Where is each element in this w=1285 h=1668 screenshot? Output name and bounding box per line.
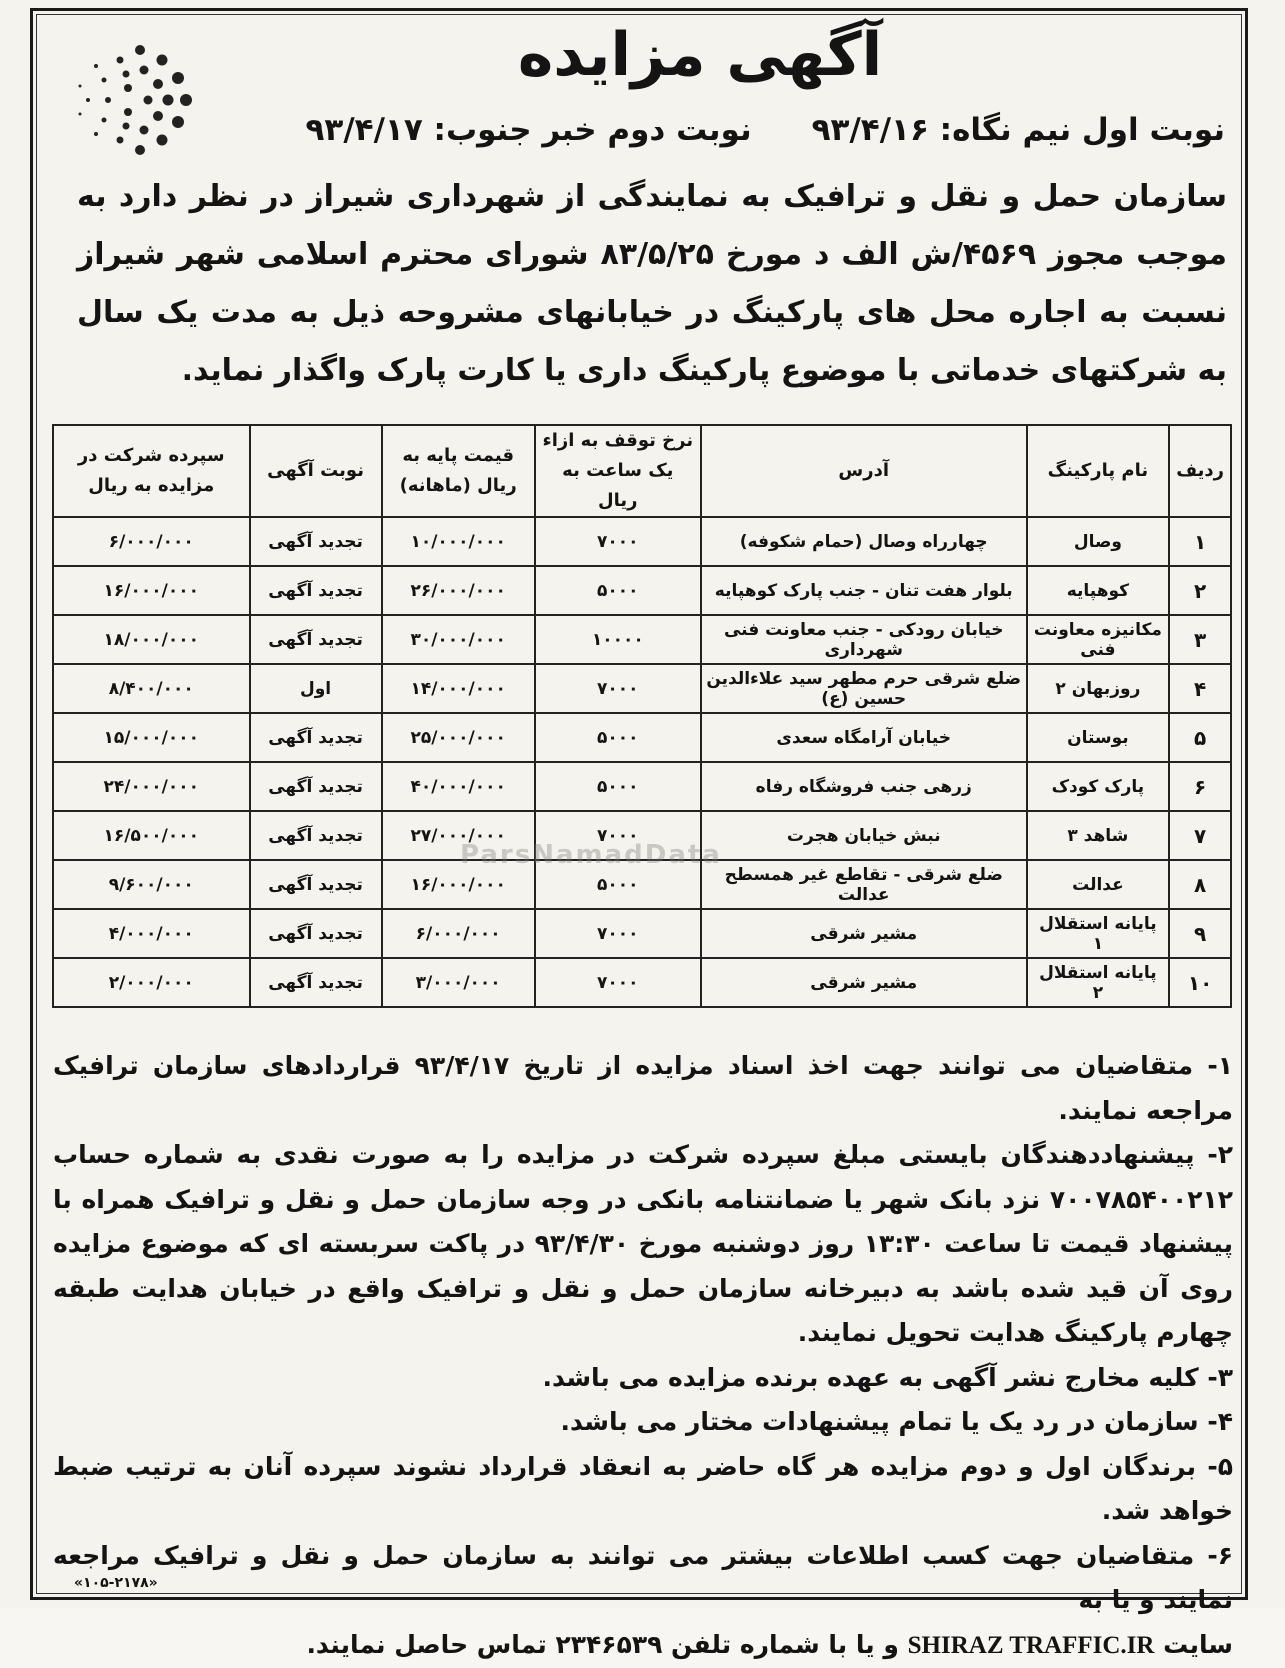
table-row	[53, 664, 1231, 713]
header-deposit: سپرده شرکت در مزایده به ریال	[53, 425, 250, 517]
cell-parking-name: وصال	[1027, 517, 1170, 566]
cell-row-number: ۲	[1169, 566, 1231, 615]
closing-line	[53, 1623, 1233, 1668]
cell-hourly-rate: ۵۰۰۰	[535, 860, 701, 909]
cell-row-number: ۷	[1169, 811, 1231, 860]
cell-row-number: ۹	[1169, 909, 1231, 958]
table-row	[53, 762, 1231, 811]
cell-row-number: ۸	[1169, 860, 1231, 909]
cell-address: مشیر شرقی	[701, 958, 1027, 1007]
term-item: ۴- سازمان در رد یک یا تمام پیشنهادات مختار می باشد.	[53, 1400, 1233, 1445]
table-row	[53, 909, 1231, 958]
table-row	[53, 615, 1231, 664]
cell-parking-name: بوستان	[1027, 713, 1170, 762]
website-link[interactable]: SHIRAZ TRAFFIC.IR	[908, 1632, 1155, 1659]
cell-deposit: ۴/۰۰۰/۰۰۰	[53, 909, 250, 958]
cell-ad-round: تجدید آگهی	[250, 958, 382, 1007]
header-row-number: ردیف	[1169, 425, 1231, 517]
cell-base-price: ۲۶/۰۰۰/۰۰۰	[382, 566, 535, 615]
cell-ad-round: تجدید آگهی	[250, 860, 382, 909]
cell-deposit: ۸/۴۰۰/۰۰۰	[53, 664, 250, 713]
cell-hourly-rate: ۷۰۰۰	[535, 958, 701, 1007]
header-base-price: قیمت پایه به ریال (ماهانه)	[382, 425, 535, 517]
cell-row-number: ۶	[1169, 762, 1231, 811]
closing-suffix: و یا با شماره تلفن ۲۳۴۶۵۳۹ تماس حاصل نمایند.	[306, 1630, 898, 1659]
cell-row-number: ۵	[1169, 713, 1231, 762]
cell-address: خیابان رودکی - جنب معاونت فنی شهرداری	[701, 615, 1027, 664]
table-row	[53, 517, 1231, 566]
cell-hourly-rate: ۵۰۰۰	[535, 713, 701, 762]
cell-address: مشیر شرقی	[701, 909, 1027, 958]
cell-deposit: ۲/۰۰۰/۰۰۰	[53, 958, 250, 1007]
cell-parking-name: عدالت	[1027, 860, 1170, 909]
cell-parking-name: کوهپایه	[1027, 566, 1170, 615]
cell-base-price: ۶/۰۰۰/۰۰۰	[382, 909, 535, 958]
cell-address: ضلع شرقی - تقاطع غیر همسطح عدالت	[701, 860, 1027, 909]
cell-deposit: ۲۴/۰۰۰/۰۰۰	[53, 762, 250, 811]
cell-base-price: ۴۰/۰۰۰/۰۰۰	[382, 762, 535, 811]
publication-runs	[225, 108, 1225, 152]
cell-hourly-rate: ۷۰۰۰	[535, 909, 701, 958]
cell-hourly-rate: ۷۰۰۰	[535, 664, 701, 713]
terms-list	[53, 1044, 1233, 1668]
cell-base-price: ۲۷/۰۰۰/۰۰۰	[382, 811, 535, 860]
cell-address: ضلع شرقی حرم مطهر سید علاءالدین حسین (ع)	[701, 664, 1027, 713]
header-parking-name: نام پارکینگ	[1027, 425, 1170, 517]
cell-ad-round: تجدید آگهی	[250, 909, 382, 958]
cell-base-price: ۱۶/۰۰۰/۰۰۰	[382, 860, 535, 909]
cell-parking-name: شاهد ۳	[1027, 811, 1170, 860]
cell-row-number: ۳	[1169, 615, 1231, 664]
cell-parking-name: پایانه استقلال ۲	[1027, 958, 1170, 1007]
term-item: ۶- متقاضیان جهت کسب اطلاعات بیشتر می توانند به سازمان حمل و نقل و ترافیک مراجعه نمایند و یا به	[53, 1534, 1233, 1623]
second-run-label: نوبت دوم خبر جنوب: ۹۳/۴/۱۷	[306, 108, 752, 152]
cell-deposit: ۱۶/۰۰۰/۰۰۰	[53, 566, 250, 615]
cell-ad-round: تجدید آگهی	[250, 615, 382, 664]
watermark-text: ParsNamadData	[460, 840, 760, 870]
cell-hourly-rate: ۵۰۰۰	[535, 762, 701, 811]
table-row	[53, 713, 1231, 762]
table-header-row	[53, 425, 1231, 517]
intro-paragraph: سازمان حمل و نقل و ترافیک به نمایندگی از شهرداری شیراز در نظر دارد به موجب مجوز ۴۵۶۹/ش الف د مورخ ۸۳/۵/۲۵ شورای محترم اسلامی شهر شیراز نسبت به اجاره محل های پارکینگ در خیابانهای مشروحه ذیل به مدت یک سال به شرکتهای خدماتی با موضوع پارکینگ داری یا کارت پارک واگذار نماید.	[77, 168, 1227, 400]
cell-base-price: ۳۰/۰۰۰/۰۰۰	[382, 615, 535, 664]
cell-hourly-rate: ۵۰۰۰	[535, 566, 701, 615]
cell-deposit: ۹/۶۰۰/۰۰۰	[53, 860, 250, 909]
table-row	[53, 958, 1231, 1007]
cell-address: زرهی جنب فروشگاه رفاه	[701, 762, 1027, 811]
cell-ad-round: تجدید آگهی	[250, 762, 382, 811]
cell-row-number: ۴	[1169, 664, 1231, 713]
cell-deposit: ۶/۰۰۰/۰۰۰	[53, 517, 250, 566]
cell-address: نبش خیابان هجرت	[701, 811, 1027, 860]
term-item: ۲- پیشنهاددهندگان بایستی مبلغ سپرده شرکت در مزایده را به صورت نقدی به شماره حساب ۷۰۰۷۸۵۴۰۰۲۱۲ نزد بانک شهر یا ضمانتنامه بانکی در وجه سازمان حمل و نقل و ترافیک همراه با پیشنهاد قیمت تا ساعت ۱۳:۳۰ روز دوشنبه مورخ ۹۳/۴/۳۰ در پاکت سربسته ای که موضوع مزایده روی آن قید شده باشد به دبیرخانه سازمان حمل و نقل و ترافیک واقع در خیابان هدایت طبقه چهارم پارکینگ هدایت تحویل نمایند.	[53, 1133, 1233, 1356]
cell-row-number: ۱۰	[1169, 958, 1231, 1007]
cell-hourly-rate: ۷۰۰۰	[535, 517, 701, 566]
cell-hourly-rate: ۱۰۰۰۰	[535, 615, 701, 664]
cell-base-price: ۱۰/۰۰۰/۰۰۰	[382, 517, 535, 566]
cell-parking-name: پایانه استقلال ۱	[1027, 909, 1170, 958]
dots-logo-icon	[58, 30, 208, 170]
cell-base-price: ۲۵/۰۰۰/۰۰۰	[382, 713, 535, 762]
cell-deposit: ۱۶/۵۰۰/۰۰۰	[53, 811, 250, 860]
cell-parking-name: مکانیزه معاونت فنی	[1027, 615, 1170, 664]
header-ad-round: نوبت آگهی	[250, 425, 382, 517]
cell-address: بلوار هفت تنان - جنب پارک کوهپایه	[701, 566, 1027, 615]
cell-deposit: ۱۸/۰۰۰/۰۰۰	[53, 615, 250, 664]
term-item: ۳- کلیه مخارج نشر آگهی به عهده برنده مزایده می باشد.	[53, 1356, 1233, 1401]
cell-parking-name: روزبهان ۲	[1027, 664, 1170, 713]
closing-prefix: سایت	[1163, 1630, 1233, 1659]
page-title: آگهی مزایده	[400, 20, 1000, 90]
cell-deposit: ۱۵/۰۰۰/۰۰۰	[53, 713, 250, 762]
term-item: ۵- برندگان اول و دوم مزایده هر گاه حاضر به انعقاد قرارداد نشوند سپرده آنان به ترتیب ضبط خواهد شد.	[53, 1445, 1233, 1534]
cell-base-price: ۳/۰۰۰/۰۰۰	[382, 958, 535, 1007]
cell-address: خیابان آرامگاه سعدی	[701, 713, 1027, 762]
header-hourly-rate: نرخ توقف به ازاء یک ساعت به ریال	[535, 425, 701, 517]
cell-ad-round: تجدید آگهی	[250, 713, 382, 762]
cell-ad-round: اول	[250, 664, 382, 713]
cell-row-number: ۱	[1169, 517, 1231, 566]
parking-table	[52, 424, 1232, 1008]
first-run-label: نوبت اول نیم نگاه: ۹۳/۴/۱۶	[812, 108, 1225, 152]
cell-address: چهارراه وصال (حمام شکوفه)	[701, 517, 1027, 566]
cell-ad-round: تجدید آگهی	[250, 566, 382, 615]
cell-ad-round: تجدید آگهی	[250, 811, 382, 860]
term-item: ۱- متقاضیان می توانند جهت اخذ اسناد مزایده از تاریخ ۹۳/۴/۱۷ قراردادهای سازمان ترافیک مراجعه نمایند.	[53, 1044, 1233, 1133]
header-address: آدرس	[701, 425, 1027, 517]
cell-base-price: ۱۴/۰۰۰/۰۰۰	[382, 664, 535, 713]
cell-parking-name: پارک کودک	[1027, 762, 1170, 811]
cell-ad-round: تجدید آگهی	[250, 517, 382, 566]
cell-hourly-rate: ۷۰۰۰	[535, 811, 701, 860]
table-row	[53, 566, 1231, 615]
ad-code: «۱۰۵-۲۱۷۸»	[74, 1575, 158, 1591]
